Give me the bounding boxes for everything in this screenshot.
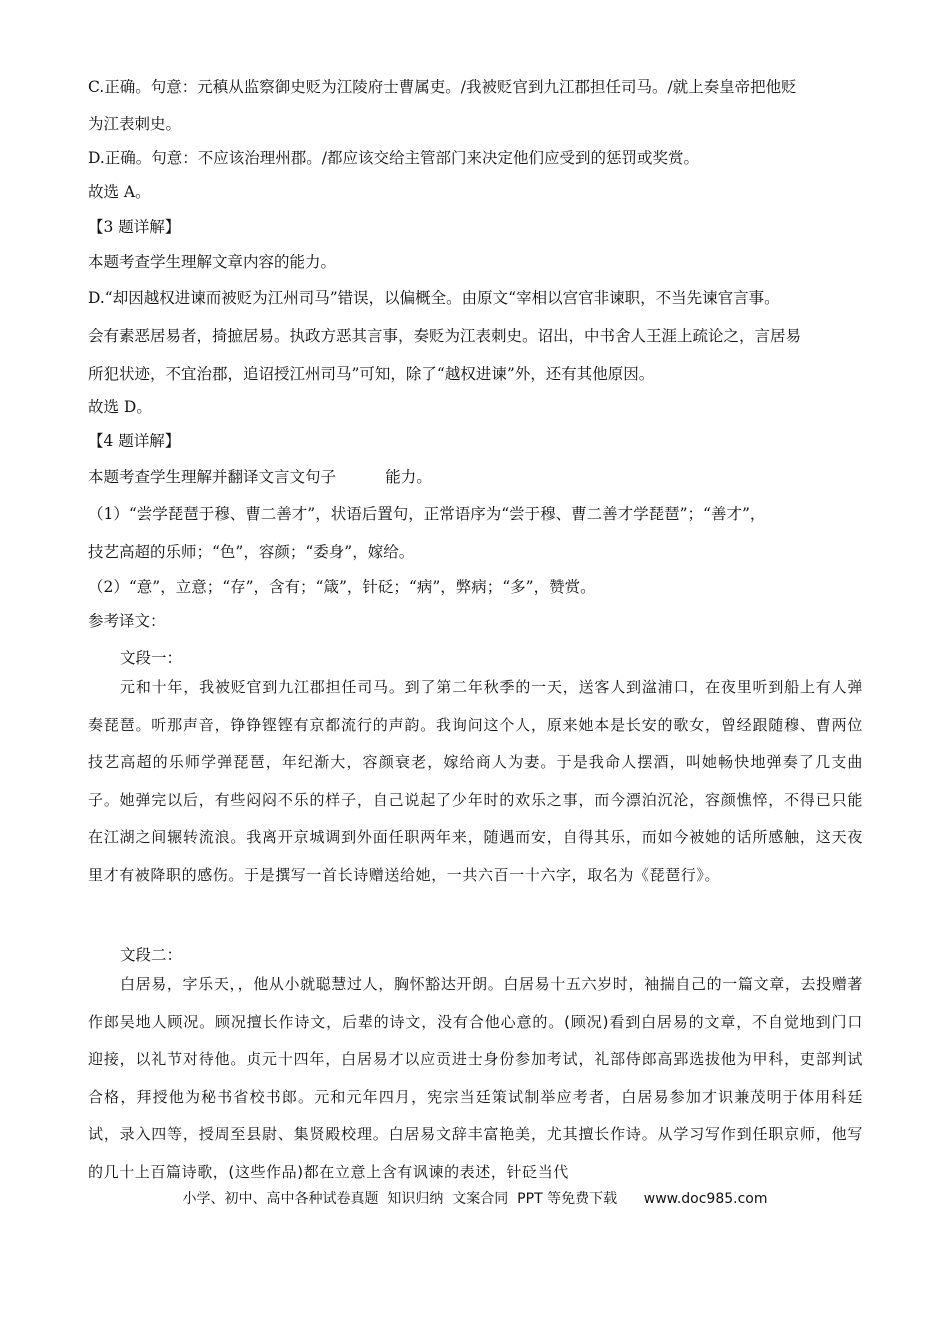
q3-heading: 【3 题详解】	[88, 218, 181, 236]
passage-1-body: 元和十年，我被贬官到九江郡担任司马。到了第二年秋季的一天，送客人到湓浦口，在夜里听到船上有人弹奏琵琶。听那声音，铮铮铿铿有京都流行的声韵。我询问这个人，原来她本是长安的歌女，曾经跟随穆、曹两位技艺高超的乐师学弹琵琶，年纪渐大，容颜衰老，嫁给商人为妻。于是我命人摆酒，叫她畅快地弹奏了几支曲子。她弹完以后，有些闷闷不乐的样子，自己说起了少年时的欢乐之事，而今漂泊沉沦，容颜憔悴，不得已只能在江湖之间辗转流浪。我离开京城调到外面任职两年来，随遇而安，自得其乐，而如今被她的话所感触，这天夜里才有被降职的感伤。于是撰写一首长诗赠送给她，一共六百一十六字，取名为《琵琶行》。	[88, 678, 863, 884]
answer-c-line-2: 为江表刺史。	[88, 115, 182, 133]
q3-explain-line-3: 所犯状迹，不宜治郡，追诏授江州司马”可知，除了“越权进谏”外，还有其他原因。	[88, 365, 655, 383]
q3-intro: 本题考查学生理解文章内容的能力。	[88, 253, 337, 271]
passage-2-label: 文段二：	[120, 946, 183, 964]
footer-text: 小学、初中、高中各种试卷真题 知识归纳 文案合同 PPT 等免费下载 www.doc985.com	[182, 1191, 768, 1207]
page-footer	[0, 1188, 950, 1208]
passage-1-body-container	[88, 669, 863, 894]
passage-2-body-container	[88, 966, 863, 1191]
choose-a-line: 故选 A。	[88, 183, 151, 201]
reference-translation-title: 参考译文：	[88, 612, 166, 630]
q3-explain-line-2: 会有素恶居易者，掎摭居易。执政方恶其言事，奏贬为江表刺史。诏出，中书舍人王涯上疏论之，言居易	[88, 327, 802, 345]
passage-1-label: 文段一：	[120, 649, 183, 667]
choose-d-line: 故选 D。	[88, 398, 152, 416]
q4-part2-line: （2）“意”，立意；“存”，含有；“箴”，针砭；“病”，弊病；“多”，赞赏。	[88, 578, 596, 596]
q4-part1-line-1: （1）“尝学琵琶于穆、曹二善才”，状语后置句，正常语序为“尝于穆、曹二善才学琵琶”；“善才”，	[88, 505, 766, 523]
q3-explain-line-1: D.“却因越权进谏而被贬为江州司马”错误，以偏概全。由原文“宰相以宫官非谏职，不当先谏官言事。	[88, 289, 780, 307]
answer-c-line-1: C.正确。句意：元稹从监察御史贬为江陵府士曹属吏。/我被贬官到九江郡担任司马。/就上奏皇帝把他贬	[88, 78, 797, 96]
answer-d-line: D.正确。句意：不应该治理州郡。/都应该交给主管部门来决定他们应受到的惩罚或奖赏。	[88, 149, 700, 167]
q4-heading: 【4 题详解】	[88, 432, 181, 450]
q4-intro: 本题考查学生理解并翻译文言文句子 能力。	[88, 468, 432, 486]
q4-part1-line-2: 技艺高超的乐师；“色”，容颜；“委身”，嫁给。	[88, 543, 415, 561]
passage-2-body: 白居易，字乐天，，他从小就聪慧过人，胸怀豁达开朗。白居易十五六岁时，袖揣自己的一篇文章，去投赠著作郎吴地人顾况。顾况擅长作诗文，后辈的诗文，没有合他心意的。(顾况)看到白居易的文章，不自觉地到门口迎接，以礼节对待他。贞元十四年，白居易才以应贡进士身份参加考试，礼部侍郎高郢选拔他为甲科，吏部判试合格，拜授他为秘书省校书郎。元和元年四月，宪宗当廷策试制举应考者，白居易参加才识兼茂明于体用科廷试，录入四等，授周至县尉、集贤殿校理。白居易文辞丰富艳美，尤其擅长作诗。从学习写作到任职京师，他写的几十上百篇诗歌，(这些作品)都在立意上含有讽谏的表述，针砭当代	[88, 975, 863, 1181]
